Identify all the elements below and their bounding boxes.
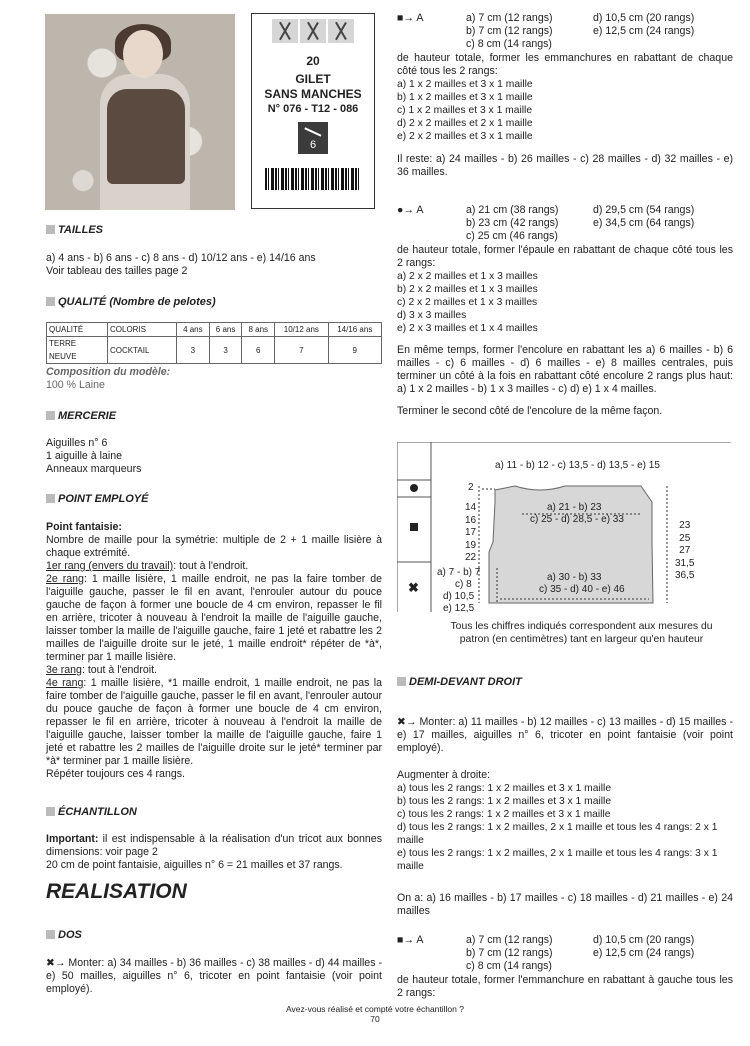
composition: Composition du modèle: 100 % Laine	[46, 366, 171, 391]
block-a: ■→ A a) 7 cm (12 rangs) b) 7 cm (12 rangs) c) 8 cm (14 rangs) d) 10,5 cm (20 rangs) e) 12,5 cm (24 rangs) de hauteur totale, former les emmanchures en rabattant de chaque côté tous les 2 rangs: a) 1 x 2 mailles et 3 x 1 maille b) 1 x 2 mailles et 3 x 1 maille c) 1 x 2 mailles et 3 x 1 maille d) 2 x 2 mailles et 2 x 1 maille e) 2 x 2 mailles et 3 x 1 maille Il reste: a) 24 mailles - b) 26 mailles - c) 28 mailles - d) 32 mailles - e) 36 mailles.	[397, 12, 733, 178]
needle-size-tag: 6	[298, 122, 328, 154]
point-text: Point fantaisie: Nombre de maille pour la symétrie: multiple de 2 + 1 maille lisière à chaque extrémité. 1er rang (envers du travail): tout à l'endroit. 2e rang: 1 maille lisière, 1 maille endroit, ne pas la faire tomber de l'aiguille gauche, passer le fil en avant, l'enrouler autour du pouce gauche de façon à former une boucle de 4 cm environ, repasser le fil en arrière, tricoter à nouveau à l'endroit la maille de l'aiguille gauche, laisser tomber la maille de l'aiguille gauche, faire 1 jeté et rabattre les 2 mailles de l'aiguille droite sur le jeté, 1 maille endroit* répéter de *à*, terminer par 1 maille lisière. 3e rang: tout à l'endroit. 4e rang: 1 maille lisière, *1 maille endroit, 1 maille endroit, ne pas la faire tomber de l'aiguille gauche, passer le fil en avant, l'enrouler autour du pouce gauche de façon à former une boucle de 4 cm environ, repasser le fil en arrière, tricoter à nouveau à l'endroit la maille de l'aiguille gauche, laisser tomber la maille de l'aiguille gauche, faire 1 jeté et rabattre les 2 mailles de l'aiguille droite sur le jeté* terminer par *à* terminer par 1 maille lisière. Répéter toujours ces 4 rangs.	[46, 521, 382, 780]
right-heights: 23 25 27 31,5 36,5	[675, 520, 695, 581]
dot-marker	[410, 484, 418, 492]
pattern-ref: N° 076 - T12 - 086	[267, 103, 359, 115]
diagram-caption: Tous les chiffres indiqués correspondent aux mesures du patron (en centimètres) tant en largeur qu'en hauteur	[450, 621, 713, 645]
barcode	[265, 168, 361, 190]
tailles-line2: Voir tableau des tailles page 2	[46, 265, 188, 277]
block-a-list: a) 1 x 2 mailles et 3 x 1 maille b) 1 x 2 mailles et 3 x 1 maille c) 1 x 2 mailles et 3 x 1 maille d) 2 x 2 mailles et 2 x 1 maille e) 2 x 2 mailles et 3 x 1 maille	[397, 79, 533, 142]
demi-monter: ✖→ Monter: a) 11 mailles - b) 12 mailles - c) 13 mailles - d) 15 mailles - e) 17 mailles, aiguilles n° 6, tricoter en point fantaisie (voir point employé).	[397, 716, 733, 754]
echantillon-heading: ÉCHANTILLON	[46, 806, 137, 819]
tailles-line1: a) 4 ans - b) 6 ans - c) 8 ans - d) 10/12 ans - e) 14/16 ans	[46, 252, 316, 264]
difficulty-icons	[252, 17, 374, 47]
block-b: ●→ A a) 21 cm (38 rangs) b) 23 cm (42 rangs) c) 25 cm (46 rangs) d) 29,5 cm (54 rangs) e) 34,5 cm (64 rangs) de hauteur totale, former l'épaule en rabattant de chaque côté tous les 2 rangs: a) 2 x 2 mailles et 1 x 3 mailles b) 2 x 2 mailles et 1 x 3 mailles c) 2 x 2 mailles et 1 x 3 mailles d) 3 x 3 mailles e) 2 x 3 mailles et 1 x 4 mailles En même temps, former l'encolure en rabattant les a) 6 mailles - b) 6 mailles - c) 6 mailles - d) 6 mailles - e) 8 mailles centrales, puis terminer un côté à la fois en rabattant côté encolure 2 rangs plus haut: a) 1 x 2 mailles - b) 1 x 3 mailles - c) d) e) 1 x 4 mailles. Terminer le second côté de l'encolure de la même façon.	[397, 204, 733, 417]
block-a-right: d) 10,5 cm (20 rangs) e) 12,5 cm (24 rangs)	[593, 12, 695, 37]
footer: Avez-vous réalisé et compté votre échantillon ? 70	[286, 1004, 464, 1024]
demi-augmenter: Augmenter à droite: a) tous les 2 rangs: 1 x 2 mailles et 3 x 1 maille b) tous les 2 rangs: 1 x 2 mailles et 3 x 1 maille c) tous les 2 rangs: 1 x 2 mailles et 3 x 1 maille d) tous les 2 rangs: 1 x 2 mailles, 2 x 1 maille et tous les 4 rangs: 2 x 1 maille e) tous les 2 rangs: 1 x 2 mailles, 2 x 1 maille et tous les 4 rangs: 3 x 1 maille	[397, 769, 718, 872]
point-heading: POINT EMPLOYÉ	[46, 493, 148, 506]
realisation-title: REALISATION	[46, 880, 187, 903]
qualite-table: QUALITÉ COLORIS 4 ans 6 ans 8 ans 10/12 ans 14/16 ans TERRE NEUVE COCKTAIL 3 3 6 7 9	[46, 322, 382, 364]
mercerie-list: Aiguilles n° 6 1 aiguille à laine Anneaux marqueurs	[46, 437, 142, 475]
model-photo	[45, 14, 235, 210]
tailles-heading: TAILLES	[46, 224, 103, 237]
block-b-terminer: Terminer le second côté de l'encolure de la même façon.	[397, 405, 663, 417]
mercerie-heading: MERCERIE	[46, 410, 116, 423]
needle-icon	[328, 19, 354, 43]
needle-icon	[300, 19, 326, 43]
dos-heading: DOS	[46, 929, 82, 942]
block-a-reste: Il reste: a) 24 mailles - b) 26 mailles - c) 28 mailles - d) 32 mailles - e) 36 mailles.	[397, 153, 733, 178]
demi-block-a: ■→ A a) 7 cm (12 rangs) b) 7 cm (12 rangs) c) 8 cm (14 rangs) d) 10,5 cm (20 rangs) e) 12,5 cm (24 rangs) de hauteur totale, former l'emmanchure en rabattant à gauche tous les 2 rangs:	[397, 934, 733, 999]
dos-text: ✖→ Monter: a) 34 mailles - b) 36 mailles - c) 38 mailles - d) 44 mailles - e) 50 mailles, aiguilles n° 6, tricoter en point fantaisie (voir point employé).	[46, 957, 382, 995]
square-marker	[410, 523, 418, 531]
svg-text:✖: ✖	[408, 580, 419, 595]
echantillon-text: Important: il est indispensable à la réalisation d'un tricot aux bonnes dimensions: voir page 2 20 cm de point fantaisie, aiguilles n° 6 = 21 mailles et 37 rangs.	[46, 833, 382, 871]
marker-dot-arrow: ●→ A	[397, 204, 424, 216]
schematic-diagram: ✖ a) 11 - b) 12 - c) 13,5 - d) 13,5 - e) 15 2 14 16 17 19 22 a) 21 - b) 23 c) 25 - d) 28,5 - e) 33 23 25 27 31,5 36,5 a) 7 - b) 7 c) 8 d) 10,5 e) 12,5 a) 30 - b) 33 c) 35 - d) 40 - e) 46	[397, 442, 731, 612]
demi-ona: On a: a) 16 mailles - b) 17 mailles - c) 18 mailles - d) 21 mailles - e) 24 mailles	[397, 892, 733, 917]
qualite-heading: QUALITÉ (Nombre de pelotes)	[46, 296, 216, 309]
marker-square-arrow: ■→ A	[397, 12, 424, 24]
pattern-title: GILET SANS MANCHES	[264, 72, 362, 101]
needle-icon	[272, 19, 298, 43]
demi-heading: DEMI-DEVANT DROIT	[397, 676, 522, 689]
pattern-number: 20	[306, 54, 320, 68]
block-b-meme: En même temps, former l'encolure en rabattant les a) 6 mailles - b) 6 mailles - c) 6 mailles - d) 6 mailles - e) 8 mailles centrales, puis terminer un côté à la fois en rabattant côté encolure 2 rangs plus haut: a) 1 x 2 mailles - b) 1 x 3 mailles - c) d) e) 1 x 4 mailles.	[397, 344, 733, 395]
pattern-card	[251, 13, 375, 209]
block-a-left: a) 7 cm (12 rangs) b) 7 cm (12 rangs) c) 8 cm (14 rangs)	[466, 12, 553, 50]
left-heights: 14 16 17 19 22	[465, 502, 477, 563]
